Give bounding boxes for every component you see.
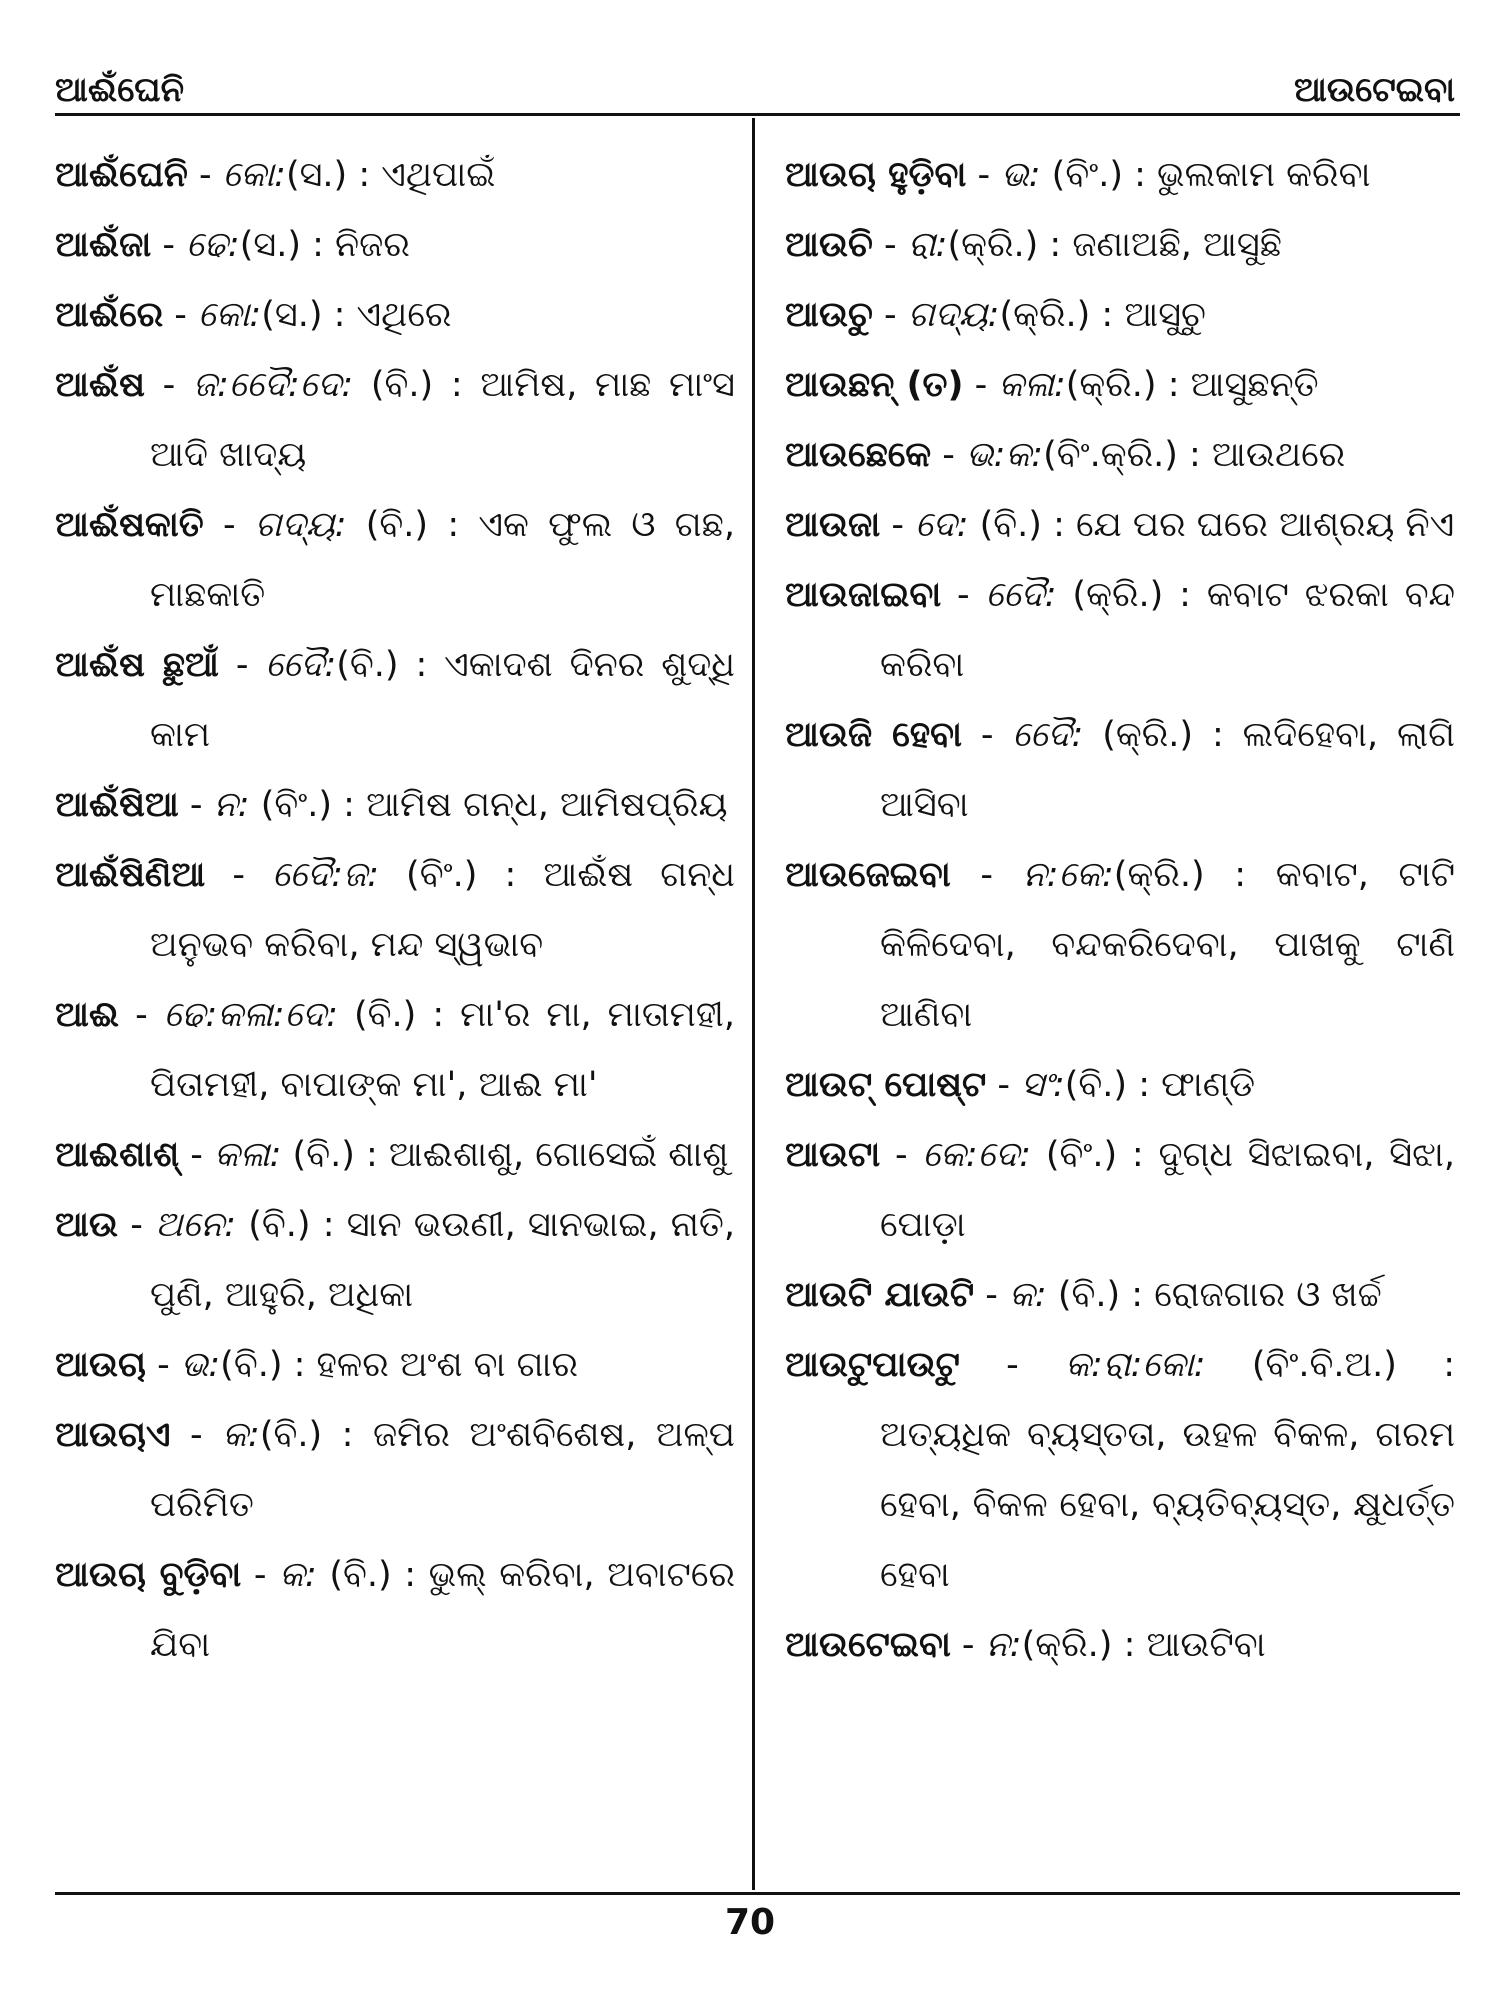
entry-definition: : ଏଥିପାଇଁ	[347, 155, 496, 195]
dictionary-entry	[785, 140, 1455, 210]
entry-source: ଗଦ୍ୟ:	[907, 295, 1000, 335]
entry-separator: -	[170, 1415, 223, 1455]
entry-definition: : ନିଜର	[300, 225, 410, 265]
dictionary-entry	[785, 560, 1455, 700]
entry-source: ନ:	[213, 785, 250, 825]
entry-source: ଅନେ:	[155, 1205, 237, 1245]
dictionary-entry	[55, 490, 735, 630]
entry-grammar: (ବି.)	[316, 1555, 392, 1595]
entry-definition: : ଜମିର ଅଂଶବିଶେଷ, ଅଳ୍ପ ପରିମିତ	[150, 1415, 735, 1525]
entry-definition: : ମା'ର ମା, ମାତାମହୀ, ପିତାମହୀ, ବାପାଙ୍କ ମା', ଆଈ ମା'	[150, 995, 735, 1105]
entry-source: କ:ରା:କୋ:	[1065, 1345, 1206, 1385]
entry-grammar: (ବିଂ.ବି.ଅ.)	[1205, 1345, 1397, 1385]
entry-grammar: (ବିଂ.)	[1040, 155, 1123, 195]
entry-headword: ଆଈଁରେ	[55, 295, 164, 335]
entry-grammar: (ବିଂ.କ୍ରି.)	[1043, 435, 1178, 475]
entry-grammar: (କ୍ରି.)	[947, 225, 1039, 265]
dictionary-entry	[785, 1330, 1455, 1610]
entry-separator: -	[118, 1205, 156, 1245]
entry-separator: -	[144, 365, 193, 405]
dictionary-entry	[55, 1330, 735, 1400]
entry-grammar: (ବି.)	[259, 1415, 323, 1455]
entry-separator: -	[872, 225, 908, 265]
dictionary-entry	[55, 1540, 735, 1680]
entry-grammar: (ବିଂ.)	[378, 855, 478, 895]
entry-separator: -	[880, 1135, 923, 1175]
entry-separator: -	[218, 645, 266, 685]
entry-definition: : ଏକ ଫୁଲ ଓ ଗଛ, ମାଛକାତି	[150, 505, 735, 615]
entry-headword: ଆଈଁଷ	[55, 365, 145, 405]
dictionary-entry	[785, 210, 1455, 280]
entry-separator: -	[187, 155, 223, 195]
entry-headword: ଆଈଶାଶ୍	[55, 1135, 180, 1175]
entry-separator: -	[966, 155, 1002, 195]
entry-grammar: (ବିଂ.)	[249, 785, 333, 825]
entry-headword: ଆଉଚାଏ	[55, 1415, 171, 1455]
entry-headword: ଆଉଛେକେ	[785, 435, 932, 475]
entry-source: ଦେୈ:ଜ:	[272, 855, 379, 895]
column-divider	[752, 118, 755, 1890]
entry-source: ରା:	[907, 225, 948, 265]
entry-definition: : କବାଟ, ଟାଟି କିଳିଦେବା, ବନ୍ଦକରିଦେବା, ପାଖକୁ ଟାଣି ଆଣିବା	[880, 855, 1455, 1035]
entry-grammar: (ବି.)	[346, 505, 429, 545]
entry-source: କ:	[279, 1555, 317, 1595]
entry-definition: : ଆଈଶାଶୁ, ଗୋସେଇଁ ଶାଶୁ	[354, 1135, 729, 1175]
entry-source: କୋ:	[222, 155, 286, 195]
entry-headword: ଆଉଚା ହୁଡ଼ିବା	[785, 155, 967, 195]
entry-definition: : ଆଈଁଷ ଗନ୍ଧ ଅନୁଭବ କରିବା, ମନ୍ଦ ସ୍ୱଭାବ	[150, 855, 736, 965]
footer-rule	[55, 1892, 1460, 1895]
entry-source: ଦେୈ:	[985, 575, 1057, 615]
entry-source: ନ:	[985, 1625, 1022, 1665]
entry-headword: ଆଉଜା	[785, 505, 881, 545]
entry-source: ଭ:କ:	[966, 435, 1044, 475]
entry-grammar: (କ୍ରି.)	[1113, 855, 1205, 895]
dictionary-entry	[785, 490, 1455, 560]
entry-source: ଦେୈ:	[1012, 715, 1084, 755]
entry-definition: : ଆମିଷ, ମାଛ ମାଂସ ଆଦି ଖାଦ୍ୟ	[150, 365, 735, 475]
entry-source: ଦେୈ:	[265, 645, 337, 685]
entry-grammar: (ବି.)	[968, 505, 1042, 545]
entry-definition: : ଅତ୍ୟଧିକ ବ୍ୟସ୍ତତା, ଉହଳ ବିକଳ, ଗରମ ହେବା, ବିକଳ ହେବା, ବ୍ୟତିବ୍ୟସ୍ତ, କ୍ଷୁଧର୍ତ୍ତ ହେବା	[880, 1345, 1455, 1595]
entry-definition: : ଲଦିହେବା, ଲାଗି ଆସିବା	[880, 715, 1455, 825]
entry-definition: : ଭୁଲ୍ କରିବା, ଅବାଟରେ ଯିବା	[150, 1555, 735, 1665]
entry-headword: ଆଉଟୁପାଉଟୁ	[785, 1345, 960, 1385]
entry-definition: : କବାଟ ଝରକା ବନ୍ଦ କରିବା	[880, 575, 1455, 685]
dictionary-entry	[785, 1120, 1455, 1260]
entry-separator: -	[963, 365, 999, 405]
entry-grammar: (ସ.)	[285, 155, 348, 195]
entry-grammar: (ବି.)	[338, 995, 417, 1035]
entry-separator: -	[986, 1065, 1022, 1105]
entry-headword: ଆଉଟା	[785, 1135, 881, 1175]
guide-word-left: ଆଈଁଘେନି	[55, 70, 185, 110]
entry-grammar: (ସ.)	[261, 295, 323, 335]
entry-headword: ଆଈଁଷ ଛୁଆଁ	[55, 645, 219, 685]
entry-separator: -	[974, 1275, 1010, 1315]
dictionary-entry	[55, 1190, 735, 1330]
entry-source: ଢେ:	[186, 225, 240, 265]
dictionary-entry	[55, 140, 735, 210]
entry-definition: : ସାନ ଭଉଣୀ, ସାନଭାଇ, ନାତି, ପୁଣି, ଆହୁରି, ଅଧିକା	[150, 1205, 735, 1315]
entry-definition: : ଭୁଲକାମ କରିବା	[1122, 155, 1371, 195]
entry-separator: -	[151, 225, 187, 265]
entry-definition: : ଆଉଥରେ	[1177, 435, 1346, 475]
entry-source: କଳା:	[214, 1135, 282, 1175]
entry-definition: : ଆସୁଛନ୍ତି	[1156, 365, 1319, 405]
entry-grammar: (କ୍ରି.)	[999, 295, 1091, 335]
entry-headword: ଆଉ	[55, 1205, 119, 1245]
dictionary-entry	[785, 350, 1455, 420]
entry-definition: : ହଳର ଅଂଶ ବା ଗାର	[282, 1345, 578, 1385]
entry-headword: ଆଉଟି ଯାଉଟି	[785, 1275, 975, 1315]
entry-source: ସଂ:	[1021, 1065, 1065, 1105]
right-column	[785, 140, 1455, 1680]
dictionary-entry	[55, 1120, 735, 1190]
entry-definition: : ଏଥିରେ	[322, 295, 452, 335]
entry-definition: : ଆମିଷ ଗନ୍ଧ, ଆମିଷପ୍ରିୟ	[332, 785, 728, 825]
entry-source: ନ:କେ:	[1022, 855, 1114, 895]
entry-grammar: (ବି.)	[281, 1135, 355, 1175]
entry-headword: ଆଈଁଷିଣିଆ	[55, 855, 206, 895]
entry-grammar: (ବି.)	[353, 365, 434, 405]
entry-grammar: (କ୍ରି.)	[1021, 1625, 1113, 1665]
left-column	[55, 140, 735, 1680]
entry-grammar: (ସ.)	[239, 225, 301, 265]
entry-separator: -	[179, 1135, 215, 1175]
dictionary-entry	[55, 350, 735, 490]
entry-grammar: (ବି.)	[1064, 1065, 1128, 1105]
entry-grammar: (ବି.)	[220, 1345, 283, 1385]
entry-definition: : ଜଣାଅଛି, ଆସୁଛି	[1038, 225, 1282, 265]
entry-headword: ଆଈଁଘେନି	[55, 155, 188, 195]
dictionary-entry	[55, 280, 735, 350]
entry-headword: ଆଉଜାଇବା	[785, 575, 942, 615]
entry-separator: -	[941, 575, 986, 615]
entry-separator: -	[178, 785, 214, 825]
entry-definition: : ଏକାଦଶ ଦିନର ଶୁଦ୍ଧି କାମ	[150, 645, 736, 755]
entry-separator: -	[961, 715, 1013, 755]
dictionary-entry	[785, 1050, 1455, 1120]
dictionary-entry	[55, 630, 735, 770]
entry-definition: : ଦୁଗ୍ଧ ସିଝାଇବା, ସିଝା, ପୋଡ଼ା	[880, 1135, 1455, 1245]
entry-definition: : ରୋଜଗାର ଓ ଖର୍ଚ୍ଚ	[1120, 1275, 1382, 1315]
entry-headword: ଆଉଚି	[785, 225, 873, 265]
entry-separator: -	[872, 295, 908, 335]
dictionary-entry	[785, 840, 1455, 1050]
entry-separator: -	[950, 1625, 986, 1665]
entry-grammar: (କ୍ରି.)	[1056, 575, 1164, 615]
entry-definition: : ଫାଣ୍ଡି	[1127, 1065, 1256, 1105]
dictionary-entry	[785, 1610, 1455, 1680]
entry-headword: ଆଉଜେଇବା	[785, 855, 951, 895]
page-number: 70	[724, 1902, 776, 1943]
entry-source: ଭ:	[1001, 155, 1041, 195]
entry-separator: -	[241, 1555, 280, 1595]
entry-separator: -	[163, 295, 199, 335]
entry-headword: ଆଉଚା ବୁଡ଼ିବା	[55, 1555, 242, 1595]
entry-headword: ଆଉଚା	[55, 1345, 146, 1385]
entry-grammar: (ବି.)	[236, 1205, 311, 1245]
entry-definition: : ଆଉଟିବା	[1112, 1625, 1266, 1665]
dictionary-entry	[785, 1260, 1455, 1330]
entry-separator: -	[119, 995, 164, 1035]
dictionary-entry	[55, 980, 735, 1120]
entry-headword: ଆଈଁଜା	[55, 225, 152, 265]
entry-separator: -	[203, 505, 255, 545]
entry-headword: ଆଉଜି ହେବା	[785, 715, 962, 755]
header-rule	[55, 113, 1460, 116]
entry-separator: -	[145, 1345, 181, 1385]
entry-grammar: (ବି.)	[336, 645, 399, 685]
entry-headword: ଆଉଟ୍ ପୋଷ୍ଟ	[785, 1065, 987, 1105]
dictionary-entry	[55, 210, 735, 280]
entry-grammar: (କ୍ରି.)	[1083, 715, 1194, 755]
entry-grammar: (ବିଂ.)	[1031, 1135, 1118, 1175]
entry-separator: -	[880, 505, 916, 545]
entry-grammar: (କ୍ରି.)	[1065, 365, 1157, 405]
dictionary-entry	[55, 1400, 735, 1540]
entry-source: କ:	[1009, 1275, 1047, 1315]
entry-source: କଳା:	[998, 365, 1066, 405]
dictionary-entry	[785, 280, 1455, 350]
dictionary-entry	[55, 770, 735, 840]
entry-headword: ଆଉଟେଇବା	[785, 1625, 951, 1665]
entry-definition: : ଯେ ପର ଘରେ ଆଶ୍ରୟ ନିଏ	[1041, 505, 1455, 545]
entry-source: କେ:ଦେ:	[922, 1135, 1032, 1175]
entry-separator: -	[931, 435, 967, 475]
entry-separator: -	[205, 855, 273, 895]
entry-source: ଜ:ଦେୈ:ଦେ:	[192, 365, 354, 405]
entry-separator: -	[959, 1345, 1066, 1385]
entry-source: ଦେ:	[915, 505, 969, 545]
entry-source: ଗଦ୍ୟ:	[254, 505, 347, 545]
entry-source: ଭ:	[180, 1345, 221, 1385]
entry-separator: -	[950, 855, 1023, 895]
entry-headword: ଆଉଛନ୍ (ତ)	[785, 365, 964, 405]
dictionary-entry	[785, 420, 1455, 490]
entry-source: କ:	[222, 1415, 260, 1455]
entry-headword: ଆଈଁଷିଆ	[55, 785, 179, 825]
entry-source: ଢେ:କଳା:ଦେ:	[163, 995, 339, 1035]
entry-headword: ଆଉଚୁ	[785, 295, 873, 335]
entry-grammar: (ବି.)	[1046, 1275, 1121, 1315]
entry-definition: : ଆସୁଚୁ	[1090, 295, 1206, 335]
guide-word-right: ଆଉଟେଇବା	[1293, 70, 1455, 110]
entry-source: କୋ:	[198, 295, 262, 335]
entry-headword: ଆଈ	[55, 995, 120, 1035]
dictionary-entry	[55, 840, 735, 980]
entry-headword: ଆଈଁଷକାତି	[55, 505, 204, 545]
dictionary-entry	[785, 700, 1455, 840]
